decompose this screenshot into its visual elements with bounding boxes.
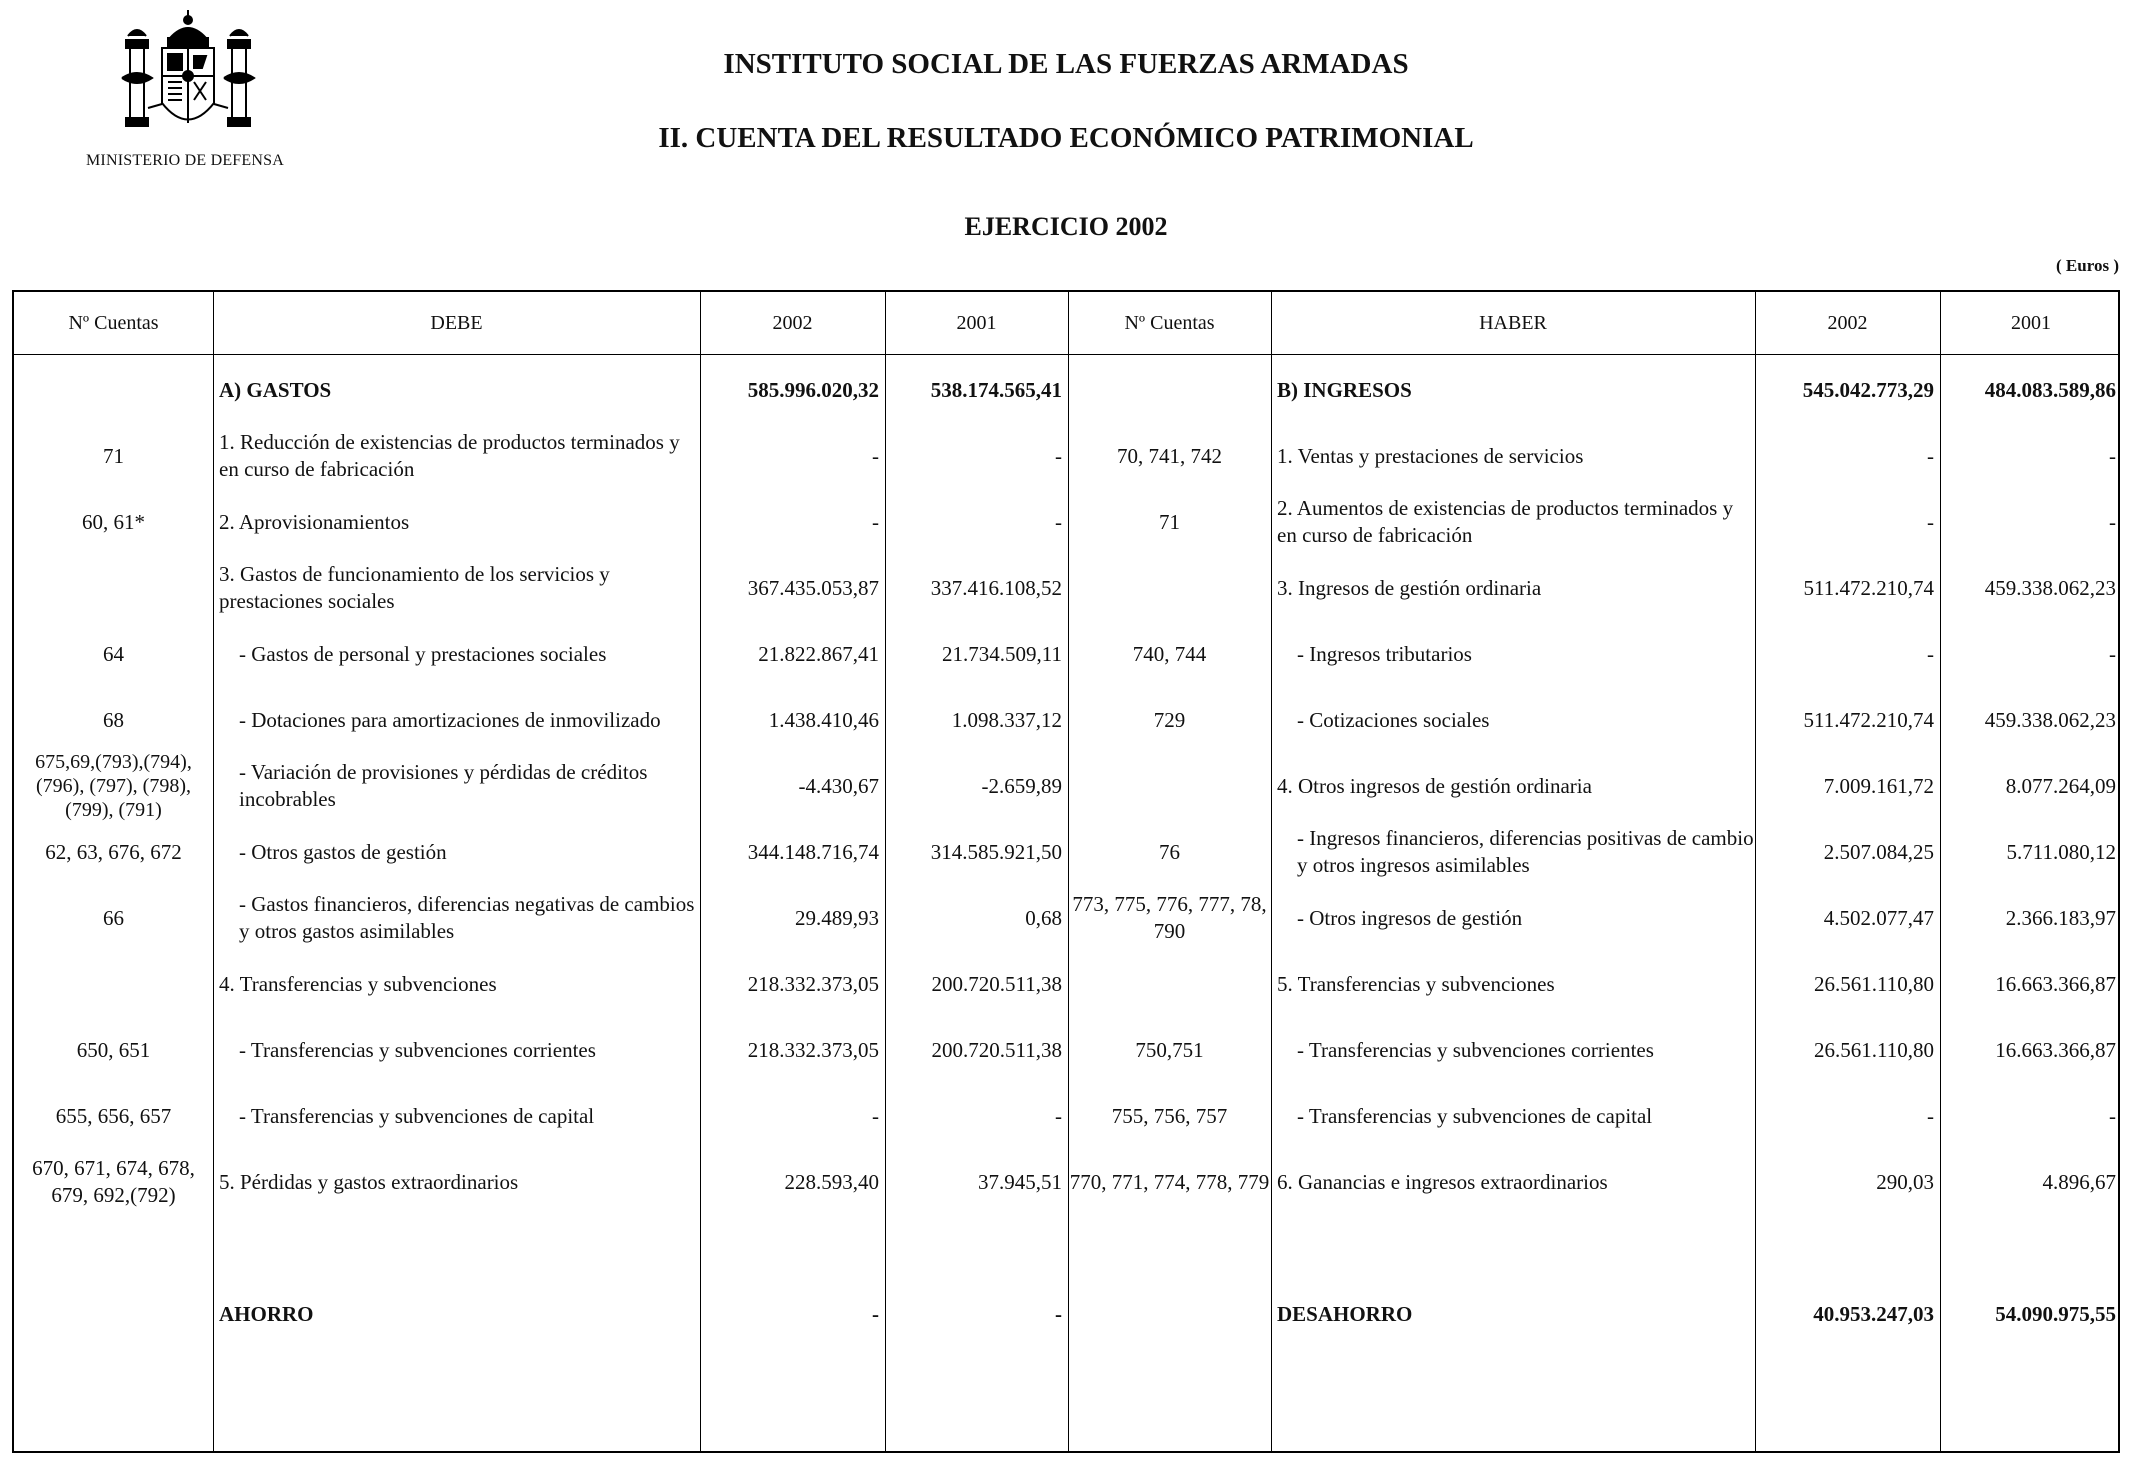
- account-codes-debe: 64: [103, 641, 124, 666]
- table-row: [14, 1017, 2118, 1083]
- haber-2002-value: 7.009.161,72: [1823, 773, 1934, 798]
- account-codes-debe: [14, 1281, 213, 1347]
- debe-2002-value: 585.996.020,32: [747, 377, 879, 402]
- table-row: [14, 1281, 2118, 1347]
- haber-2001-value: 459.338.062,23: [1984, 575, 2116, 600]
- haber-concept: - Otros ingresos de gestión: [1297, 905, 1523, 930]
- debe-2001-value: -: [1055, 509, 1062, 534]
- debe-concept: - Dotaciones para amortizaciones de inmovilizado: [239, 707, 661, 732]
- account-codes-haber: 755, 756, 757: [1111, 1103, 1228, 1128]
- account-codes-haber: 740, 744: [1132, 641, 1207, 666]
- debe-concept: - Gastos financieros, diferencias negativas de cambios y otros gastos asimilables: [239, 892, 695, 943]
- debe-2002-value: 218.332.373,05: [747, 1037, 879, 1062]
- haber-concept: 6. Ganancias e ingresos extraordinarios: [1277, 1169, 1608, 1194]
- account-codes-debe: 675,69,(793),(794), (796), (797), (798), (799), (791): [35, 751, 192, 821]
- account-codes-debe: 60, 61*: [82, 509, 145, 534]
- haber-2001-value: -: [2109, 443, 2116, 468]
- haber-2002-value: 290,03: [1876, 1169, 1934, 1194]
- col-header-debe-2001: 2001: [956, 311, 997, 334]
- debe-concept: 4. Transferencias y subvenciones: [219, 971, 497, 996]
- col-header-debe-2002: 2002: [772, 311, 813, 334]
- table-row: [14, 555, 2118, 621]
- debe-2001-value: 1.098.337,12: [951, 707, 1062, 732]
- table-row: [14, 819, 2118, 885]
- account-codes-haber: 729: [1153, 707, 1186, 732]
- debe-2002-value: 344.148.716,74: [747, 839, 879, 864]
- haber-2002-value: -: [1927, 1103, 1934, 1128]
- debe-2002-value: 228.593,40: [784, 1169, 879, 1194]
- table-row: [14, 753, 2118, 819]
- debe-2001-value: 337.416.108,52: [930, 575, 1062, 600]
- haber-concept: - Cotizaciones sociales: [1297, 707, 1490, 732]
- account-codes-haber: 773, 775, 776, 777, 78, 790: [1072, 892, 1267, 943]
- account-codes-haber: 76: [1159, 839, 1180, 864]
- debe-concept: A) GASTOS: [219, 377, 332, 402]
- debe-concept: - Gastos de personal y prestaciones sociales: [239, 641, 607, 666]
- haber-2002-value: 511.472.210,74: [1803, 575, 1934, 600]
- haber-2002-value: -: [1927, 443, 1934, 468]
- haber-concept: - Transferencias y subvenciones de capital: [1297, 1103, 1653, 1128]
- haber-2001-value: -: [2109, 509, 2116, 534]
- haber-concept: - Ingresos financieros, diferencias positivas de cambio y otros ingresos asimilables: [1297, 826, 1754, 877]
- haber-concept: 5. Transferencias y subvenciones: [1277, 971, 1555, 996]
- debe-concept: - Otros gastos de gestión: [239, 839, 447, 864]
- debe-2001-value: -2.659,89: [981, 773, 1062, 798]
- haber-concept: B) INGRESOS: [1277, 377, 1412, 402]
- institute-title: INSTITUTO SOCIAL DE LAS FUERZAS ARMADAS: [723, 48, 1409, 80]
- col-header-haber: HABER: [1479, 311, 1547, 334]
- haber-concept: - Ingresos tributarios: [1297, 641, 1472, 666]
- account-codes-haber: [1068, 357, 1271, 423]
- haber-2001-value: -: [2109, 641, 2116, 666]
- table-row: [14, 1149, 2118, 1215]
- table-row: [14, 621, 2118, 687]
- col-header-debe: DEBE: [430, 311, 483, 334]
- debe-2001-value: 21.734.509,11: [942, 641, 1062, 666]
- haber-2001-value: 54.090.975,55: [1995, 1301, 2116, 1326]
- haber-2002-value: 40.953.247,03: [1813, 1301, 1934, 1326]
- debe-concept: 1. Reducción de existencias de productos terminados y en curso de fabricación: [219, 430, 680, 481]
- col-header-accounts-debe: Nº Cuentas: [68, 311, 159, 334]
- debe-2002-value: -: [872, 443, 879, 468]
- account-codes-haber: 70, 741, 742: [1117, 443, 1222, 468]
- col-header-accounts-haber: Nº Cuentas: [1124, 311, 1215, 334]
- debe-2002-value: 29.489,93: [795, 905, 879, 930]
- haber-2002-value: 545.042.773,29: [1802, 377, 1934, 402]
- account-codes-debe: [14, 951, 213, 1017]
- fiscal-year-title: EJERCICIO 2002: [964, 212, 1168, 241]
- debe-2002-value: -: [872, 509, 879, 534]
- account-codes-debe: 670, 671, 674, 678, 679, 692,(792): [32, 1156, 195, 1207]
- debe-concept: - Transferencias y subvenciones de capital: [239, 1103, 595, 1128]
- account-codes-haber: 750,751: [1135, 1037, 1204, 1062]
- account-codes-debe: 650, 651: [76, 1037, 151, 1062]
- currency-units-label: ( Euros ): [2056, 256, 2119, 275]
- table-row: [14, 687, 2118, 753]
- haber-concept: 2. Aumentos de existencias de productos terminados y en curso de fabricación: [1277, 496, 1734, 547]
- table-row: [14, 357, 2118, 423]
- haber-concept: 4. Otros ingresos de gestión ordinaria: [1277, 773, 1592, 798]
- account-codes-haber: 71: [1159, 509, 1180, 534]
- haber-2001-value: -: [2109, 1103, 2116, 1128]
- haber-2001-value: 459.338.062,23: [1984, 707, 2116, 732]
- ministry-label: MINISTERIO DE DEFENSA: [86, 152, 284, 169]
- debe-concept: - Variación de provisiones y pérdidas de créditos incobrables: [239, 760, 648, 811]
- table-row: [14, 1083, 2118, 1149]
- haber-2002-value: 26.561.110,80: [1814, 1037, 1934, 1062]
- debe-2001-value: 0,68: [1025, 905, 1062, 930]
- debe-2002-value: -: [872, 1103, 879, 1128]
- debe-2001-value: 200.720.511,38: [931, 971, 1062, 996]
- table-row: [14, 951, 2118, 1017]
- table-row: [14, 885, 2118, 951]
- haber-2002-value: -: [1927, 509, 1934, 534]
- haber-concept: 3. Ingresos de gestión ordinaria: [1277, 575, 1542, 600]
- haber-2002-value: 4.502.077,47: [1823, 905, 1934, 930]
- debe-concept: 3. Gastos de funcionamiento de los servicios y prestaciones sociales: [219, 562, 610, 613]
- account-codes-debe: 66: [103, 905, 124, 930]
- col-header-haber-2002: 2002: [1827, 311, 1868, 334]
- account-codes-debe: 655, 656, 657: [55, 1103, 172, 1128]
- haber-concept: 1. Ventas y prestaciones de servicios: [1277, 443, 1584, 468]
- haber-2001-value: 484.083.589,86: [1984, 377, 2116, 402]
- debe-2001-value: -: [1055, 1103, 1062, 1128]
- debe-concept: 2. Aprovisionamientos: [219, 509, 410, 534]
- debe-2002-value: 218.332.373,05: [747, 971, 879, 996]
- haber-2001-value: 5.711.080,12: [2006, 839, 2116, 864]
- haber-2002-value: 511.472.210,74: [1803, 707, 1934, 732]
- account-codes-debe: [14, 555, 213, 621]
- ahorro-label: AHORRO: [219, 1301, 314, 1326]
- debe-2001-value: 538.174.565,41: [930, 377, 1062, 402]
- haber-2001-value: 16.663.366,87: [1995, 1037, 2116, 1062]
- haber-2002-value: 2.507.084,25: [1823, 839, 1934, 864]
- debe-2002-value: 367.435.053,87: [747, 575, 879, 600]
- account-codes-haber: [1068, 951, 1271, 1017]
- debe-2001-value: 200.720.511,38: [931, 1037, 1062, 1062]
- col-header-haber-2001: 2001: [2011, 311, 2051, 334]
- debe-concept: - Transferencias y subvenciones corrientes: [239, 1037, 596, 1062]
- haber-2002-value: -: [1927, 641, 1934, 666]
- haber-2001-value: 2.366.183,97: [2005, 905, 2116, 930]
- table-row: [14, 423, 2118, 489]
- debe-2001-value: 37.945,51: [978, 1169, 1062, 1194]
- desahorro-label: DESAHORRO: [1277, 1301, 1413, 1326]
- account-codes-debe: 62, 63, 676, 672: [45, 839, 182, 864]
- statement-title: II. CUENTA DEL RESULTADO ECONÓMICO PATRIMONIAL: [658, 122, 1474, 154]
- account-codes-haber: [1068, 1281, 1271, 1347]
- debe-2001-value: -: [1055, 443, 1062, 468]
- account-codes-debe: 68: [103, 707, 124, 732]
- account-codes-haber: [1068, 753, 1271, 819]
- table-row: [14, 489, 2118, 555]
- debe-2002-value: -: [872, 1301, 879, 1326]
- income-statement-table: [12, 290, 2120, 1453]
- haber-2001-value: 16.663.366,87: [1995, 971, 2116, 996]
- debe-concept: 5. Pérdidas y gastos extraordinarios: [219, 1169, 519, 1194]
- debe-2002-value: 21.822.867,41: [758, 641, 879, 666]
- account-codes-haber: [1068, 555, 1271, 621]
- debe-2002-value: 1.438.410,46: [768, 707, 879, 732]
- haber-2001-value: 8.077.264,09: [2005, 773, 2116, 798]
- account-codes-debe: [14, 357, 213, 423]
- debe-2001-value: -: [1055, 1301, 1062, 1326]
- haber-2002-value: 26.561.110,80: [1814, 971, 1934, 996]
- debe-2001-value: 314.585.921,50: [930, 839, 1062, 864]
- haber-concept: - Transferencias y subvenciones corrientes: [1297, 1037, 1654, 1062]
- debe-2002-value: -4.430,67: [798, 773, 879, 798]
- haber-2001-value: 4.896,67: [2042, 1169, 2116, 1194]
- account-codes-debe: 71: [103, 443, 124, 468]
- account-codes-haber: 770, 771, 774, 778, 779: [1069, 1169, 1270, 1194]
